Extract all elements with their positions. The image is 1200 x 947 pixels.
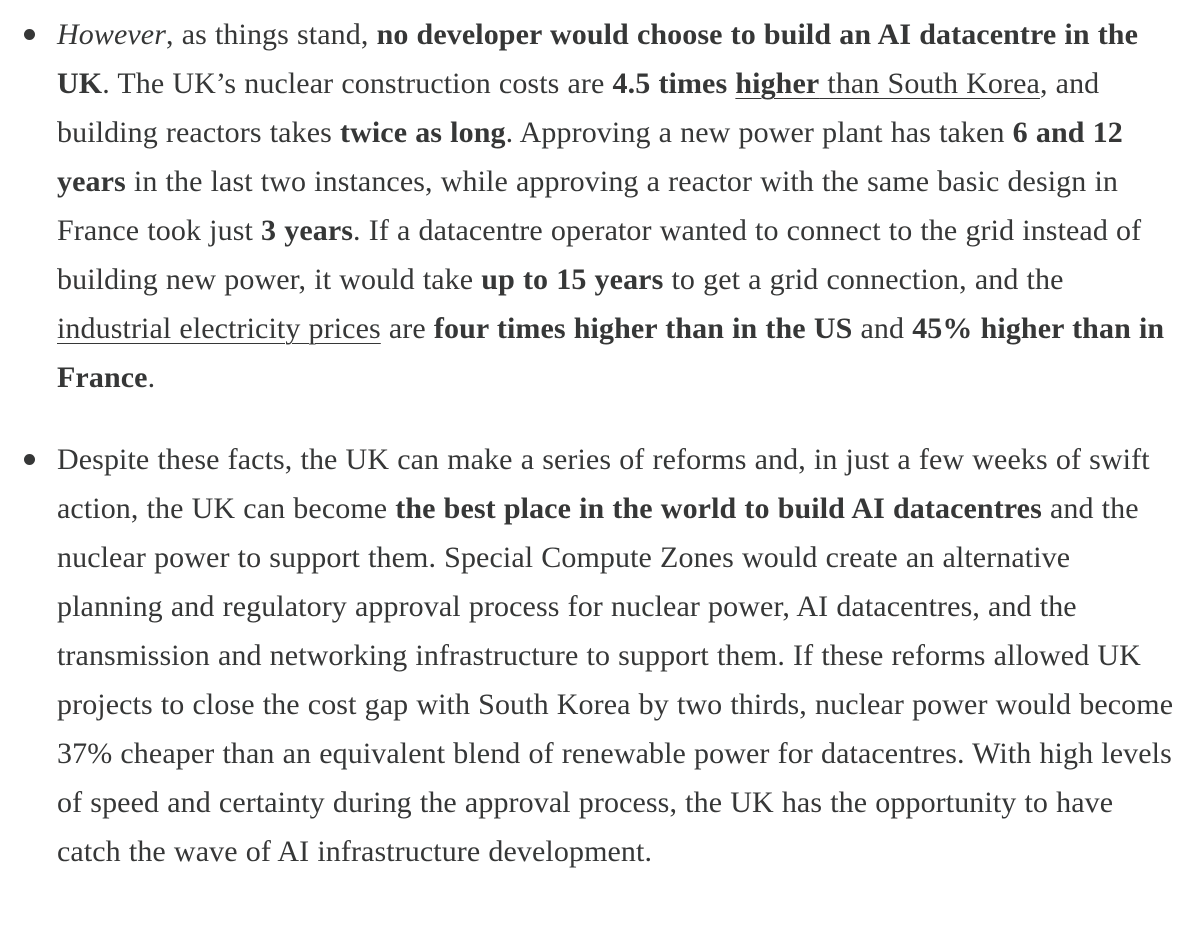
emphasis-text: However xyxy=(57,18,166,51)
link-text: than South Korea xyxy=(819,67,1040,100)
bold-text: twice as long xyxy=(339,116,506,149)
bold-text: 6 and 12 years xyxy=(57,116,1123,198)
bullet-item-datacentre-costs xyxy=(57,10,1182,402)
link-construction-costs[interactable] xyxy=(735,67,1040,100)
body-text: in the last two instances, while approving a reactor with the same basic design in France took just xyxy=(57,165,1119,247)
body-text: . The UK’s nuclear construction costs are xyxy=(102,67,613,100)
bold-text: 4.5 times xyxy=(612,67,736,100)
link-industrial-electricity-prices[interactable]: industrial electricity prices xyxy=(57,312,381,345)
body-text: and xyxy=(852,312,913,345)
body-text: , as things stand, xyxy=(166,18,377,51)
body-text: . If a datacentre operator wanted to connect to the grid instead of building new power, it would take xyxy=(57,214,1142,296)
bullet-dot-icon xyxy=(24,454,35,465)
body-text: and the nuclear power to support them. Special Compute Zones would create an alternative planning and regulatory approval process for nuclear power, AI datacentres, and the transmission and networking infrastructure to support them. If these reforms allowed UK projects to close the cost gap with South Korea by two thirds, nuclear power would become 37% cheaper than an equivalent blend of renewable power for datacentres. With high levels of speed and certainty during the approval process, the UK has the opportunity to have catch the wave of AI infrastructure development. xyxy=(57,492,1174,868)
bold-text: four times higher than in the US xyxy=(433,312,853,345)
body-text: . xyxy=(147,361,156,394)
body-text: are xyxy=(380,312,434,345)
body-text: to get a grid connection, and the xyxy=(663,263,1064,296)
bullet-item-special-compute-zones xyxy=(57,435,1182,876)
bold-text: 3 years xyxy=(261,214,354,247)
bold-text: the best place in the world to build AI datacentres xyxy=(395,492,1042,525)
body-text: , and building reactors takes xyxy=(57,67,1100,149)
bold-text: up to 15 years xyxy=(481,263,664,296)
body-text: Despite these facts, the UK can make a series of reforms and, in just a few weeks of swift action, the UK can become xyxy=(57,443,1150,525)
bullet-dot-icon xyxy=(24,29,35,40)
bold-text: no developer would choose to build an AI datacentre in the UK xyxy=(57,18,1138,100)
bold-text: 45% higher than in France xyxy=(57,312,1165,394)
bold-link-text: higher xyxy=(735,67,820,100)
body-text: . Approving a new power plant has taken xyxy=(505,116,1013,149)
